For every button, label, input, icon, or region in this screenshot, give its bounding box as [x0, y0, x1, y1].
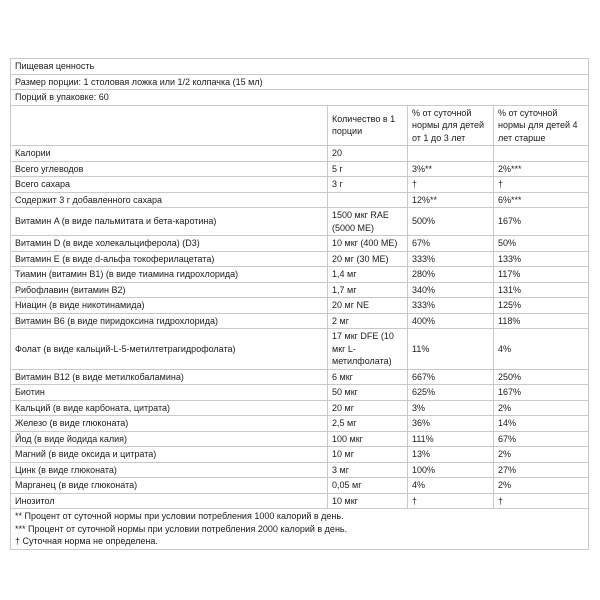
footnote-dagger: † Суточная норма не определена.	[15, 536, 158, 546]
nutrient-name: Ниацин (в виде никотинамида)	[11, 298, 328, 314]
amount-per-serving: 50 мкг	[328, 385, 408, 401]
nutrient-name: Витамин B12 (в виде метилкобаламина)	[11, 369, 328, 385]
nutrient-name: Рибофлавин (витамин B2)	[11, 282, 328, 298]
servings-per-container-row	[11, 90, 589, 106]
nutrient-name: Тиамин (витамин B1) (в виде тиамина гидрохлорида)	[11, 267, 328, 283]
nutrient-name: Фолат (в виде кальций-L-5-метилтетрагидрофолата)	[11, 329, 328, 370]
table-row	[11, 478, 589, 494]
dv-children-1-3: 36%	[408, 416, 494, 432]
amount-per-serving	[328, 192, 408, 208]
table-title: Пищевая ценность	[11, 59, 589, 75]
dv-children-1-3: 12%**	[408, 192, 494, 208]
dv-children-1-3: 111%	[408, 431, 494, 447]
dv-children-4plus: 2%	[494, 447, 589, 463]
dv-children-1-3: 3%**	[408, 161, 494, 177]
dv-children-1-3: 13%	[408, 447, 494, 463]
table-row	[11, 161, 589, 177]
table-row	[11, 192, 589, 208]
dv-children-4plus: 167%	[494, 208, 589, 236]
footnotes-row	[11, 509, 589, 550]
amount-per-serving: 5 г	[328, 161, 408, 177]
dv-children-4plus: 125%	[494, 298, 589, 314]
dv-children-4plus: 50%	[494, 236, 589, 252]
table-row	[11, 462, 589, 478]
nutrient-name: Калории	[11, 146, 328, 162]
table-row	[11, 251, 589, 267]
dv-children-4plus: 2%	[494, 400, 589, 416]
dv-children-1-3	[408, 146, 494, 162]
dv-children-4plus: 6%***	[494, 192, 589, 208]
dv-children-1-3: †	[408, 493, 494, 509]
nutrient-name: Инозитол	[11, 493, 328, 509]
table-row	[11, 385, 589, 401]
nutrient-name: Железо (в виде глюконата)	[11, 416, 328, 432]
dv-children-1-3: 100%	[408, 462, 494, 478]
dv-children-4plus: 2%***	[494, 161, 589, 177]
amount-per-serving: 2,5 мг	[328, 416, 408, 432]
dv-children-4plus: 167%	[494, 385, 589, 401]
dv-children-1-3: 4%	[408, 478, 494, 494]
dv-children-1-3: 340%	[408, 282, 494, 298]
nutrient-name: Магний (в виде оксида и цитрата)	[11, 447, 328, 463]
nutrition-facts-table	[10, 58, 589, 550]
nutrient-name: Цинк (в виде глюконата)	[11, 462, 328, 478]
dv-children-1-3: 333%	[408, 298, 494, 314]
footnote-2000kcal: *** Процент от суточной нормы при условии потребления 2000 калорий в день.	[15, 523, 348, 534]
table-row	[11, 236, 589, 252]
table-row	[11, 208, 589, 236]
serving-size-row	[11, 74, 589, 90]
column-header-amount: Количество в 1 порции	[328, 105, 408, 146]
amount-per-serving: 1,7 мг	[328, 282, 408, 298]
dv-children-4plus: 4%	[494, 329, 589, 370]
table-row	[11, 431, 589, 447]
dv-children-1-3: 625%	[408, 385, 494, 401]
amount-per-serving: 17 мкг DFE (10 мкг L-метилфолата)	[328, 329, 408, 370]
dv-children-4plus: 67%	[494, 431, 589, 447]
dv-children-1-3: 333%	[408, 251, 494, 267]
dv-children-1-3: 667%	[408, 369, 494, 385]
servings-per-container-text: Порций в упаковке: 60	[11, 90, 589, 106]
column-header-dv-4plus: % от суточной нормы для детей 4 лет старше	[494, 105, 589, 146]
table-row	[11, 177, 589, 193]
nutrient-name: Кальций (в виде карбоната, цитрата)	[11, 400, 328, 416]
table-row	[11, 282, 589, 298]
nutrient-name: Биотин	[11, 385, 328, 401]
table-row	[11, 493, 589, 509]
nutrient-name: Содержит 3 г добавленного сахара	[11, 192, 328, 208]
nutrient-name: Витамин D (в виде холекальциферола) (D3)	[11, 236, 328, 252]
amount-per-serving: 2 мг	[328, 313, 408, 329]
dv-children-4plus: 133%	[494, 251, 589, 267]
table-row	[11, 400, 589, 416]
nutrient-name: Витамин A (в виде пальмитата и бета-каротина)	[11, 208, 328, 236]
dv-children-1-3: †	[408, 177, 494, 193]
dv-children-4plus: †	[494, 493, 589, 509]
amount-per-serving: 10 мкг	[328, 493, 408, 509]
dv-children-4plus: 131%	[494, 282, 589, 298]
dv-children-1-3: 400%	[408, 313, 494, 329]
dv-children-4plus: 118%	[494, 313, 589, 329]
nutrient-name: Витамин E (в виде d-альфа токоферилацетата)	[11, 251, 328, 267]
table-row	[11, 298, 589, 314]
table-row	[11, 313, 589, 329]
column-header-row	[11, 105, 589, 146]
nutrient-name: Витамин B6 (в виде пиридоксина гидрохлорида)	[11, 313, 328, 329]
amount-per-serving: 1,4 мг	[328, 267, 408, 283]
dv-children-4plus: †	[494, 177, 589, 193]
footnote-1000kcal: ** Процент от суточной нормы при условии потребления 1000 калорий в день.	[15, 511, 344, 521]
amount-per-serving: 0,05 мг	[328, 478, 408, 494]
serving-size-text: Размер порции: 1 столовая ложка или 1/2 колпачка (15 мл)	[11, 74, 589, 90]
dv-children-4plus	[494, 146, 589, 162]
column-header-empty	[11, 105, 328, 146]
amount-per-serving: 1500 мкг RAE (5000 МЕ)	[328, 208, 408, 236]
nutrient-name: Всего углеводов	[11, 161, 328, 177]
amount-per-serving: 20 мг	[328, 400, 408, 416]
table-row	[11, 267, 589, 283]
dv-children-1-3: 67%	[408, 236, 494, 252]
dv-children-4plus: 117%	[494, 267, 589, 283]
nutrition-tbody	[11, 146, 589, 509]
amount-per-serving: 3 мг	[328, 462, 408, 478]
dv-children-1-3: 11%	[408, 329, 494, 370]
dv-children-1-3: 500%	[408, 208, 494, 236]
dv-children-4plus: 27%	[494, 462, 589, 478]
amount-per-serving: 10 мкг (400 МЕ)	[328, 236, 408, 252]
amount-per-serving: 20 мг (30 МЕ)	[328, 251, 408, 267]
table-row	[11, 447, 589, 463]
amount-per-serving: 6 мкг	[328, 369, 408, 385]
footnotes-cell	[11, 509, 589, 550]
table-row	[11, 146, 589, 162]
amount-per-serving: 20 мг NE	[328, 298, 408, 314]
table-row	[11, 369, 589, 385]
nutrient-name: Йод (в виде йодида калия)	[11, 431, 328, 447]
dv-children-4plus: 250%	[494, 369, 589, 385]
amount-per-serving: 3 г	[328, 177, 408, 193]
dv-children-1-3: 3%	[408, 400, 494, 416]
column-header-dv-1-3: % от суточной нормы для детей от 1 до 3 лет	[408, 105, 494, 146]
dv-children-1-3: 280%	[408, 267, 494, 283]
nutrient-name: Всего сахара	[11, 177, 328, 193]
dv-children-4plus: 2%	[494, 478, 589, 494]
amount-per-serving: 100 мкг	[328, 431, 408, 447]
table-title-row	[11, 59, 589, 75]
table-row	[11, 329, 589, 370]
amount-per-serving: 10 мг	[328, 447, 408, 463]
dv-children-4plus: 14%	[494, 416, 589, 432]
amount-per-serving: 20	[328, 146, 408, 162]
table-row	[11, 416, 589, 432]
nutrient-name: Марганец (в виде глюконата)	[11, 478, 328, 494]
